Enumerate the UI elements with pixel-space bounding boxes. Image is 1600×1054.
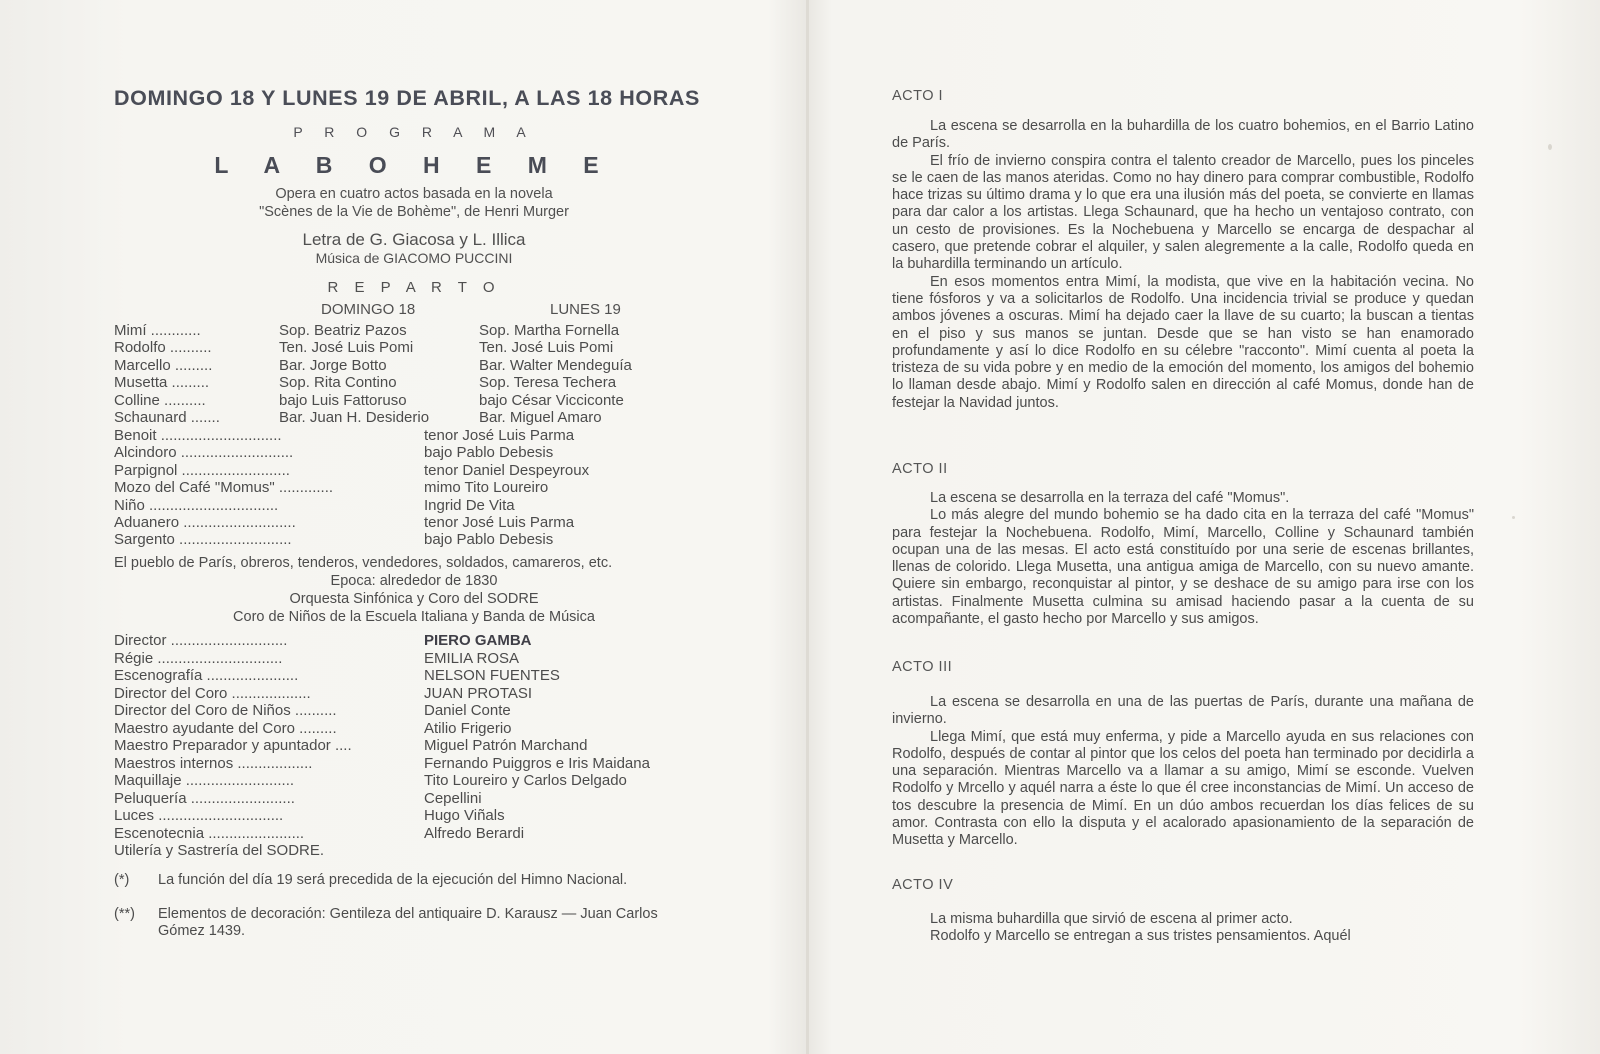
cast-row [114,427,724,445]
cast-role: Mimí ............ [114,322,201,339]
act-paragraph: Llega Mimí, que está muy enferma, y pide a Marcello ayuda en sus relaciones con Rodolfo, después de contar al pintor que los celos del poeta han terminado por decidirla a una separación. Mientras Marcello va a llamar a su amigo, Mimí se esconde. Vuelven Rodolfo y Mrcello y aquél narra a éste lo que él cree inconstancias de Mimí. Un acceso de tos descubre la presencia de Mimí. En un dúo ambos recuerdan los días felices de su amor. Contrasta con ello la disputa y el acalorado apasionamiento de la separación de Musetta y Marcello. [892,728,1474,849]
column-header-domingo: DOMINGO 18 [321,301,416,318]
credit-name: JUAN PROTASI [424,684,533,702]
cast-domingo: Sop. Rita Contino [279,374,397,392]
paper-stain [1548,144,1552,150]
cast-artist: bajo Pablo Debesis [424,444,554,462]
credit-row [114,755,724,773]
act-title: ACTO I [892,88,944,104]
act-paragraph: La escena se desarrolla en la buhardilla de los cuatro bohemios, en el Barrio Latino de París. [892,118,1474,152]
cast-row [114,374,724,392]
act-text [892,694,1474,850]
credit-name: Atilio Frigerio [424,719,512,737]
act-text [892,490,1474,628]
cast-row [114,392,724,410]
chorus-note: El pueblo de París, obreros, tenderos, vendedores, soldados, camareros, etc. [114,555,613,571]
cast-lunes: Ten. José Luis Pomi [479,339,614,357]
credit-name: NELSON FUENTES [424,667,560,684]
credit-role: Luces .............................. [114,807,284,824]
cast-row [114,339,724,357]
opera-subtitle [114,185,714,221]
epoch-note: Epoca: alrededor de 1830 [330,573,498,589]
subtitle-line: "Scènes de la Vie de Bohème", de Henri Murger [259,204,569,220]
paper-stain [1512,516,1515,519]
credit-role: Director del Coro de Niños .......... [114,702,337,719]
credit-row [114,667,724,685]
credit-name: Cepellini [424,789,482,807]
cast-domingo: Bar. Jorge Botto [279,356,387,374]
credit-role: Maestro Preparador y apuntador .... [114,737,352,754]
center-fold [806,0,809,1054]
cast-artist: tenor José Luis Parma [424,427,575,444]
credit-role: Director ............................ [114,632,288,649]
cast-role: Sargento ........................... [114,531,292,549]
act-title: ACTO II [892,461,948,477]
act-title: ACTO III [892,659,953,675]
credit-role: Régie .............................. [114,649,283,667]
music-credit: Música de GIACOMO PUCCINI [315,250,513,266]
credit-name: Daniel Conte [424,702,511,719]
cast-row [114,479,724,497]
footnote-mark: (*) [114,872,130,888]
act-text [892,911,1474,946]
credit-name: Miguel Patrón Marchand [424,737,588,754]
credit-role: Maestro ayudante del Coro ......... [114,719,337,737]
cast-row [114,357,724,375]
act-paragraph: La escena se desarrolla en la terraza del café "Momus". [930,490,1290,506]
cast-domingo: Bar. Juan H. Desiderio [279,409,430,426]
credit-row [114,807,724,825]
credit-name: PIERO GAMBA [424,632,532,649]
credit-role: Maquillaje .......................... [114,772,295,789]
credit-role: Maestros internos .................. [114,754,313,772]
cast-lunes: Sop. Martha Fornella [479,322,620,339]
column-header-lunes: LUNES 19 [550,301,621,318]
credit-row [114,790,724,808]
cast-domingo: Sop. Beatriz Pazos [279,322,407,339]
cast-artist: bajo Pablo Debesis [424,531,554,549]
cast-row [114,444,724,462]
cast-domingo: Ten. José Luis Pomi [279,339,414,357]
credit-name: Tito Loureiro y Carlos Delgado [424,772,627,789]
credit-role: Escenografía ...................... [114,667,299,684]
cast-role: Benoit ............................. [114,427,282,444]
cast-lunes: bajo César Vicciconte [479,391,624,409]
act-paragraph: En esos momentos entra Mimí, la modista, que vive en la habitación vecina. No tiene fósforos y va a solicitarlos de Rodolfo. Una incidencia trivial se produce y quedan ambos jóvenes a oscuras. Mimí ha dejado caer la llave de su cuarto; la buscan a tientas en el piso y sus manos se juntan. Desde que se han visto se han enamorado profundamente y así lo dice Rodolfo en su célebre "racconto". Mimí cuenta al poeta la tristeza de su vida pobre y en medio de la emoción del momento, los amigos del bohemio lo llaman desde abajo. Mimí y Rodolfo salen en dirección al café Momus, donde han de festejar la Navidad juntos. [892,273,1474,411]
utileria-note: Utilería y Sastrería del SODRE. [114,842,325,859]
right-page [892,0,1505,1054]
cast-role: Marcello ......... [114,356,213,374]
cast-role: Mozo del Café "Momus" ............. [114,479,334,497]
credit-name: Hugo Viñals [424,807,505,824]
footnote-text: La función del día 19 será precedida de la ejecución del Himno Nacional. [158,872,628,888]
credit-role: Peluquería ......................... [114,789,295,807]
credit-role: Escenotecnia ....................... [114,824,305,842]
cast-lunes: Bar. Miguel Amaro [479,409,602,426]
footnote-mark: (**) [114,906,135,922]
credit-row [114,632,724,650]
cast-role: Aduanero ........................... [114,514,296,531]
subtitle-line: Opera en cuatro actos basada en la novela [275,186,553,202]
footnote-text: Elementos de decoración: Gentileza del antiquaire D. Karausz — Juan Carlos Gómez 1439. [158,906,658,939]
cast-row [114,514,724,532]
act-paragraph: Lo más alegre del mundo bohemio se ha dado cita en la terraza del café "Momus" para festejar la Nochebuena. Rodolfo, Mimí, Marcello, Colline y Schaunard también ocupan una de las mesas. El acto está constituído por una serie de escenas brillantes, llenas de colorido. Llega Musetta, una antigua amiga de Marcello, con su nuevo amante. Quiere sin embargo, reconquistar al pintor, y se deshace de su amigo para irse con los artistas. Finalmente Musetta culmina su amisad haciendo pasar a la cuenta de su acompañante, el gasto hecho por Marcello y sus amigos. [892,507,1474,628]
opera-title: L A B O H E M E [214,152,614,178]
cast-role: Colline .......... [114,391,206,409]
cast-role: Rodolfo .......... [114,339,212,357]
credit-row [114,650,724,668]
cast-artist: mimo Tito Loureiro [424,479,549,497]
cast-row [114,497,724,515]
cast-role: Parpignol .......................... [114,461,290,479]
act-paragraph: Rodolfo y Marcello se entregan a sus tristes pensamientos. Aquél [930,928,1351,945]
cast-row [114,322,724,340]
cast-lunes: Bar. Walter Mendeguía [479,356,632,374]
orchestra-note: Orquesta Sinfónica y Coro del SODRE [289,591,539,607]
credit-row [114,772,724,790]
cast-artist: Ingrid De Vita [424,496,515,514]
credit-row [114,825,724,843]
reparto-heading: R E P A R T O [327,279,501,296]
credit-role: Director del Coro ................... [114,684,311,702]
credit-name: EMILIA ROSA [424,649,520,667]
act-text [892,118,1474,412]
credit-row [114,685,724,703]
credit-name: Fernando Puiggros e Iris Maidana [424,754,650,772]
credit-name: Alfredo Berardi [424,824,525,842]
cast-lunes: Sop. Teresa Techera [479,374,617,392]
cast-artist: tenor José Luis Parma [424,514,575,531]
page-title: DOMINGO 18 Y LUNES 19 DE ABRIL, A LAS 18 HORAS [114,86,700,110]
programa-heading: P R O G R A M A [293,124,535,140]
cast-domingo: bajo Luis Fattoruso [279,391,407,409]
cast-row [114,462,724,480]
left-page [114,0,714,1054]
children-choir-note: Coro de Niños de la Escuela Italiana y Banda de Música [233,609,595,625]
cast-role: Niño ............................... [114,496,279,514]
cast-role: Alcindoro ........................... [114,444,294,462]
credit-row [114,702,724,720]
credit-row [114,737,724,755]
cast-artist: tenor Daniel Despeyroux [424,461,590,479]
cast-row [114,531,724,549]
cast-role: Schaunard ....... [114,409,220,426]
act-paragraph: La misma buhardilla que sirvió de escena al primer acto. [930,911,1293,927]
credit-row [114,720,724,738]
act-paragraph: El frío de invierno conspira contra el talento creador de Marcello, pues los pinceles se le caen de las manos ateridas. Como no hay dinero para comprar combustible, Rodolfo hace trizas su último drama y lo que era una ilusión más del poeta, se convierte en llamas para dar calor a los artistas. Llega Schaunard, que ha hecho un ventajoso contrato, con un cesto de provisiones. Es la Nochebuena y Marcello se encarga de despachar al casero, que pretende cobrar el alquiler, y salen alegremente a la calle, Rodolfo queda en la buhardilla terminando un artículo. [892,152,1474,273]
cast-row [114,409,724,427]
libretto-credit: Letra de G. Giacosa y L. Illica [302,230,526,249]
act-paragraph: La escena se desarrolla en una de las puertas de París, durante una mañana de invierno. [892,694,1474,728]
cast-role: Musetta ......... [114,374,210,392]
act-title: ACTO IV [892,877,954,893]
